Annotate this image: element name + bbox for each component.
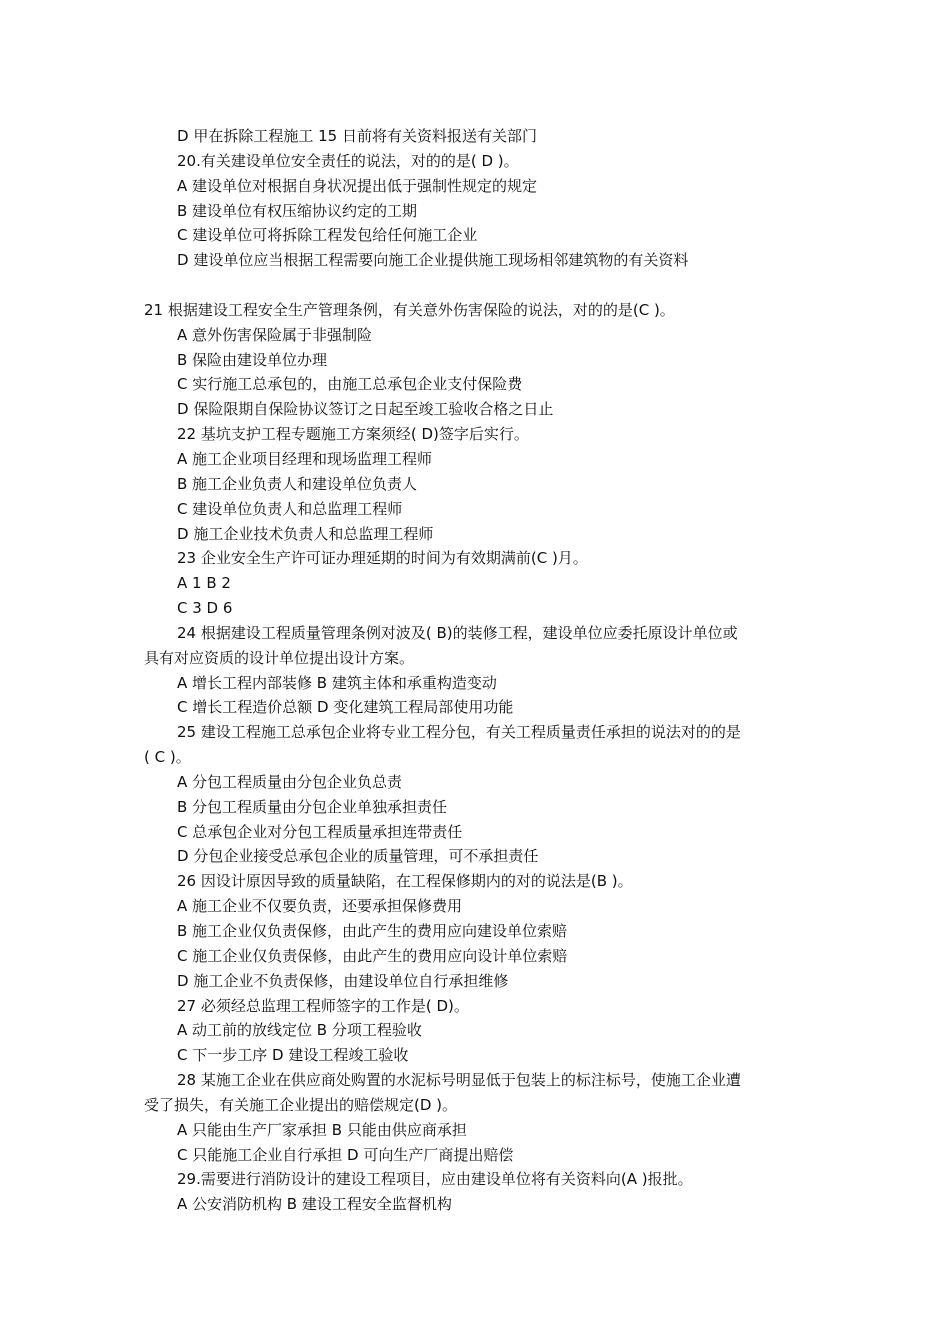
text-line: 26 因设计原因导致的质量缺陷，在工程保修期内的对的说法是(B )。	[177, 872, 633, 891]
text-line: 24 根据建设工程质量管理条例对波及( B)的装修工程，建设单位应委托原设计单位或	[177, 623, 738, 642]
text-line: 25 建设工程施工总承包企业将专业工程分包，有关工程质量责任承担的说法对的的是	[177, 723, 741, 742]
text-line: B 建设单位有权压缩协议约定的工期	[177, 201, 418, 220]
text-line: C 只能施工企业自行承担 D 可向生产厂商提出赔偿	[177, 1145, 514, 1164]
text-line: A 施工企业项目经理和现场监理工程师	[177, 449, 433, 468]
text-line: A 1 B 2	[177, 574, 231, 593]
text-line: A 只能由生产厂家承担 B 只能由供应商承担	[177, 1120, 467, 1139]
text-line: B 分包工程质量由分包企业单独承担责任	[177, 797, 448, 816]
text-line: 21 根据建设工程安全生产管理条例，有关意外伤害保险的说法，对的的是(C )。	[144, 300, 675, 319]
text-line: A 公安消防机构 B 建设工程安全监督机构	[177, 1195, 452, 1214]
document-body	[144, 124, 814, 1217]
text-line: D 甲在拆除工程施工 15 日前将有关资料报送有关部门	[177, 127, 537, 145]
text-line: C 建设单位可将拆除工程发包给任何施工企业	[177, 226, 478, 245]
text-line: C 建设单位负责人和总监理工程师	[177, 499, 403, 518]
text-line: 22 基坑支护工程专题施工方案须经( D)签字后实行。	[177, 425, 529, 444]
text-line: 受了损失，有关施工企业提出的赔偿规定(D )。	[144, 1095, 458, 1114]
text-line: C 施工企业仅负责保修，由此产生的费用应向设计单位索赔	[177, 946, 568, 965]
text-line: D 施工企业技术负责人和总监理工程师	[177, 524, 434, 543]
text-line: D 建设单位应当根据工程需要向施工企业提供施工现场相邻建筑物的有关资料	[177, 251, 689, 270]
text-line: D 保险限期自保险协议签订之日起至竣工验收合格之日止	[177, 400, 554, 419]
text-line: A 建设单位对根据自身状况提出低于强制性规定的规定	[177, 176, 538, 195]
text-line: D 分包企业接受总承包企业的质量管理，可不承担责任	[177, 847, 539, 866]
text-line: ( C )。	[144, 748, 191, 767]
paragraph-gap	[144, 273, 814, 298]
text-line: B 施工企业负责人和建设单位负责人	[177, 474, 418, 493]
text-line: 23 企业安全生产许可证办理延期的时间为有效期满前(C )月。	[177, 549, 588, 568]
text-line: A 增长工程内部装修 B 建筑主体和承重构造变动	[177, 673, 497, 692]
text-line: B 保险由建设单位办理	[177, 350, 328, 369]
text-line: A 意外伤害保险属于非强制险	[177, 325, 373, 344]
text-line: A 动工前的放线定位 B 分项工程验收	[177, 1021, 422, 1040]
text-line: D 施工企业不负责保修，由建设单位自行承担维修	[177, 971, 509, 990]
text-line: C 实行施工总承包的，由施工总承包企业支付保险费	[177, 375, 523, 394]
text-line: C 下一步工序 D 建设工程竣工验收	[177, 1046, 409, 1065]
text-line: 20.有关建设单位安全责任的说法，对的的是( D )。	[177, 151, 519, 170]
text-line: C 总承包企业对分包工程质量承担连带责任	[177, 822, 463, 841]
text-line: C 3 D 6	[177, 599, 233, 618]
text-line: C 增长工程造价总额 D 变化建筑工程局部使用功能	[177, 698, 514, 717]
text-line: 具有对应资质的设计单位提出设计方案。	[144, 648, 415, 667]
text-line: 29.需要进行消防设计的建设工程项目，应由建设单位将有关资料向(A )报批。	[177, 1170, 693, 1189]
text-line: B 施工企业仅负责保修，由此产生的费用应向建设单位索赔	[177, 922, 568, 940]
text-line: 27 必须经总监理工程师签字的工作是( D)。	[177, 996, 469, 1015]
text-line: A 施工企业不仅要负责，还要承担保修费用	[177, 897, 463, 916]
text-line: 28 某施工企业在供应商处购置的水泥标号明显低于包装上的标注标号，使施工企业遭	[177, 1071, 741, 1090]
text-line: A 分包工程质量由分包企业负总责	[177, 772, 403, 791]
